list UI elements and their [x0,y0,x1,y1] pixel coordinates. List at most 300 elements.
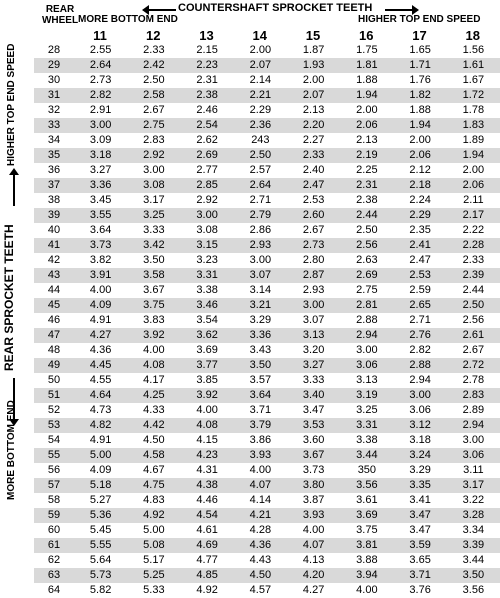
ratio-cell: 2.58 [143,89,165,101]
ratio-cell: 5.64 [89,554,112,566]
ratio-cell: 5.73 [89,569,112,581]
ratio-cell: 3.87 [302,494,325,506]
ratio-cell: 5.08 [143,539,165,551]
ratio-cell: 3.46 [196,299,218,311]
ratio-cell: 4.00 [356,584,378,596]
ratio-cell: 4.09 [89,464,112,476]
ratio-cell: 2.75 [143,119,165,131]
ratio-cell: 2.55 [89,44,112,56]
column-header-16: 16 [359,28,374,43]
ratio-cell: 2.91 [89,104,112,116]
ratio-cell: 4.00 [302,524,325,536]
ratio-cell: 2.41 [409,239,431,251]
ratio-cell: 2.83 [143,134,165,146]
ratio-cell: 3.80 [302,479,325,491]
ratio-cell: 3.11 [463,464,484,476]
ratio-cell: 2.29 [409,209,431,221]
ratio-cell: 3.08 [143,179,165,191]
ratio-cell: 5.45 [89,524,112,536]
ratio-cell: 3.21 [249,299,272,311]
ratio-cell: 2.21 [249,89,272,101]
ratio-cell: 3.75 [143,299,165,311]
table-row [34,478,500,493]
ratio-cell: 2.61 [462,329,485,341]
ratio-cell: 4.38 [196,479,218,491]
ratio-cell: 2.36 [249,119,272,131]
ratio-cell: 1.61 [462,59,485,71]
rear-sprocket-cell: 63 [47,569,61,581]
rear-sprocket-cell: 38 [47,194,61,206]
ratio-cell: 3.27 [302,359,325,371]
ratio-cell: 4.64 [89,389,112,401]
table-row [34,193,500,208]
ratio-cell: 3.58 [143,269,165,281]
ratio-cell: 2.44 [462,284,485,296]
rear-sprocket-cell: 35 [47,149,61,161]
ratio-cell: 4.43 [249,554,272,566]
ratio-cell: 4.36 [89,344,112,356]
ratio-cell: 4.00 [249,464,272,476]
ratio-cell: 3.45 [89,194,112,206]
ratio-cell: 3.35 [409,479,431,491]
table-row [34,403,500,418]
ratio-cell: 3.28 [462,509,485,521]
table-row [34,58,500,73]
rear-sprocket-cell: 59 [47,509,61,521]
ratio-cell: 2.85 [196,179,218,191]
ratio-cell: 3.73 [89,239,112,251]
ratio-cell: 2.15 [196,44,218,56]
ratio-cell: 2.83 [462,389,485,401]
rear-sprocket-cell: 53 [47,419,61,431]
table-row [34,238,500,253]
column-header-15: 15 [305,28,321,43]
ratio-cell: 4.55 [89,374,112,386]
table-row [34,133,500,148]
ratio-cell: 3.44 [356,449,378,461]
rear-sprocket-cell: 50 [47,374,61,386]
ratio-cell: 3.83 [143,314,165,326]
ratio-cell: 3.59 [409,539,431,551]
ratio-cell: 2.76 [409,329,431,341]
rear-sprocket-cell: 32 [47,104,61,116]
table-row [34,178,500,193]
ratio-cell: 4.33 [143,404,165,416]
ratio-cell: 5.18 [89,479,112,491]
ratio-cell: 2.06 [409,149,431,161]
ratio-cell: 2.14 [249,74,272,86]
ratio-cell: 2.23 [196,59,218,71]
ratio-cell: 2.92 [196,194,218,206]
rear-sprocket-cell: 28 [47,44,61,56]
ratio-cell: 1.81 [356,59,378,71]
ratio-cell: 2.13 [302,104,325,116]
ratio-cell: 4.57 [249,584,272,596]
ratio-cell: 3.69 [196,344,218,356]
ratio-cell: 4.08 [196,419,218,431]
ratio-cell: 4.45 [89,359,112,371]
ratio-cell: 4.50 [143,434,165,446]
ratio-cell: 3.25 [356,404,378,416]
table-row [34,568,500,583]
ratio-cell: 3.20 [302,344,325,356]
ratio-cell: 1.71 [409,59,431,71]
more-bottom-end-label: MORE BOTTOM END [78,14,178,25]
ratio-cell: 3.00 [462,434,485,446]
ratio-cell: 2.64 [89,59,112,71]
ratio-cell: 1.82 [409,89,431,101]
ratio-cell: 2.78 [462,374,485,386]
ratio-cell: 2.12 [409,164,431,176]
ratio-cell: 243 [251,134,270,146]
table-row [34,448,500,463]
ratio-cell: 3.31 [356,419,378,431]
ratio-cell: 4.69 [196,539,218,551]
column-header-18: 18 [465,28,480,43]
ratio-cell: 2.31 [196,74,218,86]
ratio-cell: 4.27 [89,329,112,341]
table-row [34,493,500,508]
rear-sprocket-cell: 51 [47,389,61,401]
ratio-cell: 1.94 [462,149,485,161]
ratio-cell: 4.46 [196,494,218,506]
ratio-cell: 1.56 [462,44,485,56]
ratio-cell: 3.43 [249,344,272,356]
ratio-cell: 4.73 [89,404,112,416]
ratio-cell: 2.18 [409,179,431,191]
ratio-cell: 2.71 [409,314,431,326]
table-row [34,208,500,223]
ratio-cell: 2.11 [463,194,484,206]
rear-sprocket-cell: 52 [47,404,61,416]
ratio-cell: 4.82 [89,419,112,431]
ratio-cell: 2.22 [462,224,485,236]
ratio-cell: 5.00 [89,449,112,461]
ratio-cell: 3.08 [196,224,218,236]
ratio-cell: 2.64 [249,179,272,191]
table-row [34,538,500,553]
ratio-cell: 2.38 [356,194,378,206]
ratio-cell: 4.08 [143,359,165,371]
ratio-cell: 4.85 [196,569,218,581]
ratio-cell: 1.89 [462,134,485,146]
ratio-cell: 3.00 [356,344,378,356]
ratio-cell: 1.94 [409,119,431,131]
rear-sprocket-cell: 61 [47,539,61,551]
ratio-cell: 4.07 [249,479,272,491]
table-row [34,88,500,103]
ratio-cell: 2.87 [302,269,325,281]
ratio-cell: 1.65 [409,44,431,56]
ratio-cell: 4.77 [196,554,218,566]
ratio-cell: 3.81 [356,539,378,551]
ratio-cell: 5.36 [89,509,112,521]
ratio-cell: 3.82 [89,254,112,266]
rear-sprocket-cell: 49 [47,359,61,371]
ratio-cell: 2.94 [462,419,485,431]
table-row [34,328,500,343]
table-row [34,508,500,523]
side-more-bottom-end-label: MORE BOTTOM END [6,400,17,500]
ratio-cell: 2.50 [249,149,272,161]
ratio-cell: 2.63 [356,254,378,266]
ratio-cell: 3.86 [249,434,272,446]
ratio-cell: 3.94 [356,569,378,581]
ratio-cell: 3.13 [302,329,325,341]
ratio-cell: 3.62 [196,329,218,341]
table-row [34,418,500,433]
table-row [34,583,500,598]
rear-sprocket-cell: 39 [47,209,61,221]
ratio-cell: 3.09 [89,134,112,146]
rear-sprocket-cell: 41 [47,239,61,251]
ratio-cell: 3.53 [302,419,325,431]
ratio-cell: 3.07 [249,269,272,281]
gear-ratio-table [34,43,500,598]
ratio-cell: 1.67 [462,74,485,86]
ratio-cell: 2.00 [409,134,431,146]
ratio-cell: 2.28 [462,239,485,251]
side-higher-top-end-label: HIGHER TOP END SPEED [6,43,17,166]
ratio-cell: 2.20 [302,119,325,131]
rear-sprocket-cell: 47 [47,329,61,341]
ratio-cell: 4.50 [249,569,272,581]
ratio-cell: 2.44 [356,209,378,221]
rear-sprocket-cell: 42 [47,254,61,266]
ratio-cell: 3.73 [302,464,325,476]
ratio-cell: 4.07 [302,539,325,551]
ratio-cell: 2.67 [302,224,325,236]
ratio-cell: 2.54 [196,119,218,131]
ratio-cell: 3.00 [196,209,218,221]
ratio-cell: 4.25 [143,389,165,401]
ratio-cell: 3.00 [302,299,325,311]
ratio-cell: 2.93 [249,239,272,251]
ratio-cell: 4.28 [249,524,272,536]
ratio-cell: 3.14 [249,284,272,296]
ratio-cell: 2.71 [249,194,272,206]
ratio-cell: 3.67 [302,449,325,461]
ratio-cell: 4.13 [302,554,325,566]
ratio-cell: 3.00 [409,389,431,401]
ratio-cell: 3.64 [89,224,112,236]
ratio-cell: 3.12 [409,419,431,431]
ratio-cell: 3.13 [356,374,378,386]
ratio-cell: 3.36 [249,329,272,341]
ratio-cell: 2.46 [196,104,218,116]
ratio-cell: 3.34 [462,524,485,536]
ratio-cell: 4.67 [143,464,165,476]
ratio-cell: 3.56 [356,479,378,491]
ratio-cell: 2.77 [196,164,218,176]
ratio-cell: 4.00 [89,284,112,296]
ratio-cell: 2.82 [89,89,112,101]
ratio-cell: 2.00 [302,74,325,86]
column-header-14: 14 [252,28,267,43]
table-row [34,433,500,448]
ratio-cell: 3.31 [196,269,218,281]
ratio-cell: 3.76 [409,584,431,596]
table-row [34,43,500,58]
ratio-cell: 3.69 [356,509,378,521]
ratio-cell: 4.83 [143,494,165,506]
ratio-cell: 4.00 [143,344,165,356]
ratio-cell: 2.79 [249,209,272,221]
rear-sprocket-cell: 37 [47,179,61,191]
ratio-cell: 2.13 [356,134,378,146]
ratio-cell: 3.19 [356,389,378,401]
ratio-cell: 2.53 [409,269,431,281]
ratio-cell: 4.20 [302,569,325,581]
ratio-cell: 5.27 [89,494,112,506]
ratio-cell: 1.88 [356,74,378,86]
ratio-cell: 3.92 [196,389,218,401]
ratio-cell: 3.25 [143,209,165,221]
ratio-cell: 3.22 [462,494,485,506]
ratio-cell: 2.24 [409,194,431,206]
table-row [34,343,500,358]
rear-sprocket-cell: 45 [47,299,61,311]
table-row [34,283,500,298]
ratio-cell: 3.27 [89,164,112,176]
ratio-cell: 3.17 [462,479,485,491]
arrow-right-icon [385,9,413,11]
ratio-cell: 4.09 [89,299,112,311]
ratio-cell: 2.17 [462,209,485,221]
rear-sprocket-cell: 40 [47,224,61,236]
rear-wheel-header: REAR WHEEL [41,4,79,26]
ratio-cell: 3.93 [249,449,272,461]
ratio-cell: 1.75 [356,44,378,56]
ratio-cell: 4.92 [196,584,218,596]
table-row [34,388,500,403]
arrow-left-icon [148,9,176,11]
rear-sprocket-cell: 43 [47,269,61,281]
ratio-cell: 5.33 [143,584,165,596]
ratio-cell: 3.88 [356,554,378,566]
ratio-cell: 4.14 [249,494,272,506]
ratio-cell: 4.92 [143,509,165,521]
ratio-cell: 3.55 [89,209,112,221]
ratio-cell: 2.07 [249,59,272,71]
ratio-cell: 2.59 [409,284,431,296]
ratio-cell: 3.50 [249,359,272,371]
ratio-cell: 2.67 [143,104,165,116]
table-row [34,268,500,283]
ratio-cell: 5.82 [89,584,112,596]
ratio-cell: 3.23 [196,254,218,266]
ratio-cell: 2.69 [196,149,218,161]
ratio-cell: 2.06 [356,119,378,131]
rear-sprocket-cell: 46 [47,314,61,326]
ratio-cell: 2.82 [409,344,431,356]
table-row [34,298,500,313]
ratio-cell: 3.00 [89,119,112,131]
rear-sprocket-cell: 44 [47,284,61,296]
ratio-cell: 3.41 [409,494,431,506]
ratio-cell: 2.56 [356,239,378,251]
ratio-cell: 2.73 [89,74,112,86]
ratio-cell: 2.89 [462,404,485,416]
ratio-cell: 4.91 [89,314,112,326]
ratio-cell: 2.00 [356,104,378,116]
ratio-cell: 2.94 [356,329,378,341]
rear-sprocket-cell: 29 [47,59,61,71]
side-rear-sprocket-label: REAR SPROCKET TEETH [2,224,16,371]
ratio-cell: 3.64 [249,389,272,401]
table-row [34,253,500,268]
rear-sprocket-cell: 36 [47,164,61,176]
ratio-cell: 1.94 [356,89,378,101]
ratio-cell: 2.42 [143,59,165,71]
rear-sprocket-cell: 54 [47,434,61,446]
ratio-cell: 3.39 [462,539,485,551]
ratio-cell: 2.19 [356,149,378,161]
rear-sprocket-cell: 33 [47,119,61,131]
ratio-cell: 2.88 [356,314,378,326]
ratio-cell: 2.93 [302,284,325,296]
ratio-cell: 3.47 [302,404,325,416]
ratio-cell: 2.53 [302,194,325,206]
ratio-cell: 4.23 [196,449,218,461]
table-row [34,358,500,373]
ratio-cell: 3.50 [143,254,165,266]
ratio-cell: 3.29 [409,464,431,476]
ratio-cell: 2.88 [409,359,431,371]
rear-sprocket-cell: 48 [47,344,61,356]
ratio-cell: 3.75 [356,524,378,536]
ratio-cell: 3.93 [302,509,325,521]
higher-top-end-speed-label: HIGHER TOP END SPEED [358,14,481,25]
ratio-cell: 2.00 [249,44,272,56]
rear-sprocket-cell: 57 [47,479,61,491]
ratio-cell: 2.33 [462,254,485,266]
ratio-cell: 2.38 [196,89,218,101]
ratio-cell: 3.15 [196,239,218,251]
ratio-cell: 3.85 [196,374,218,386]
ratio-cell: 2.72 [462,359,485,371]
ratio-cell: 3.06 [356,359,378,371]
ratio-cell: 3.91 [89,269,112,281]
ratio-cell: 3.33 [302,374,325,386]
ratio-cell: 2.39 [462,269,485,281]
table-row [34,118,500,133]
ratio-cell: 2.62 [196,134,218,146]
ratio-cell: 2.81 [356,299,378,311]
rear-sprocket-cell: 55 [47,449,61,461]
ratio-cell: 3.18 [89,149,112,161]
table-row [34,463,500,478]
ratio-cell: 4.54 [196,509,218,521]
ratio-cell: 3.60 [302,434,325,446]
ratio-cell: 1.76 [409,74,431,86]
ratio-cell: 3.67 [143,284,165,296]
ratio-cell: 2.27 [302,134,325,146]
ratio-cell: 3.29 [249,314,272,326]
table-row [34,313,500,328]
ratio-cell: 4.61 [196,524,218,536]
ratio-cell: 3.00 [143,164,165,176]
ratio-cell: 3.56 [462,584,485,596]
ratio-cell: 2.65 [409,299,431,311]
ratio-cell: 3.47 [409,524,431,536]
ratio-cell: 3.40 [302,389,325,401]
ratio-cell: 3.50 [462,569,485,581]
ratio-cell: 4.75 [143,479,165,491]
ratio-cell: 2.29 [249,104,272,116]
ratio-cell: 4.15 [196,434,218,446]
ratio-cell: 3.42 [143,239,165,251]
